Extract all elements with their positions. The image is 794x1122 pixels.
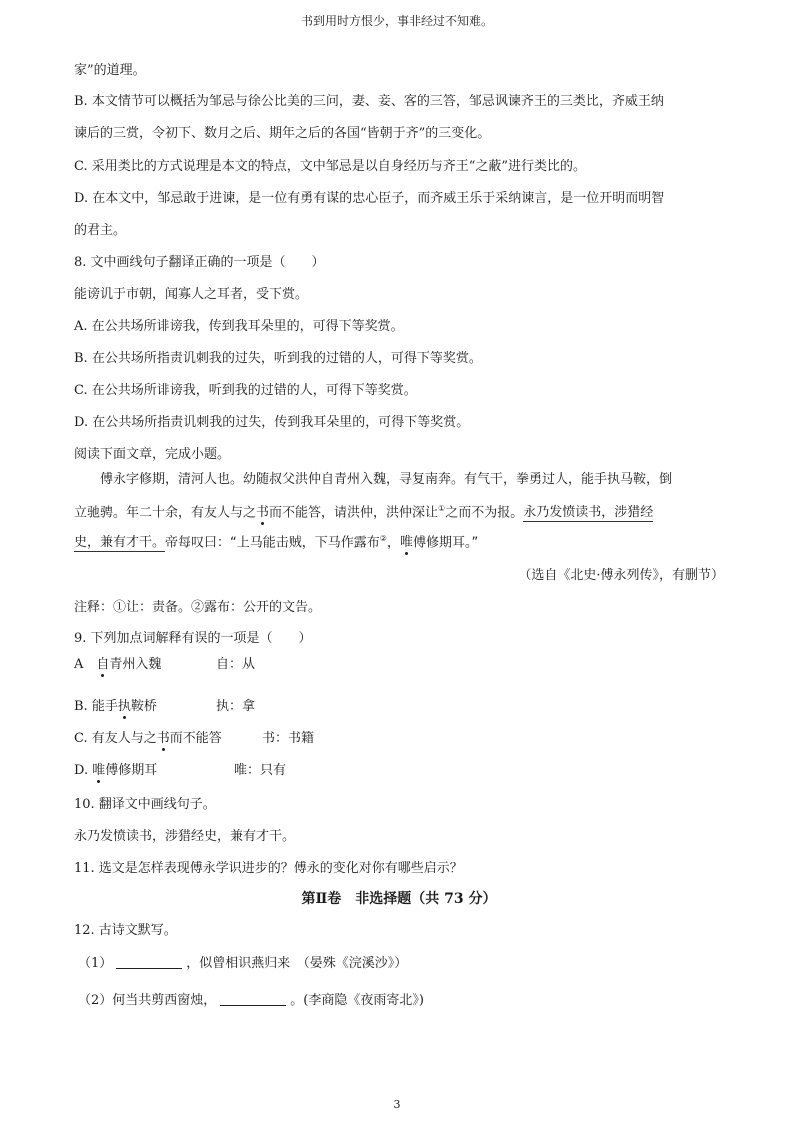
item-text: ，似曾相识燕归来 （晏殊《浣溪沙》） [186,956,408,971]
dotted-char: 书 [156,731,170,746]
q9-option-c-definition: 书：书籍 [262,731,315,746]
passage-text: ， [386,535,400,551]
option-label: D. [74,763,93,778]
passage-line-1: 傅永字修期，清河人也。幼随叔父洪仲自青州入魏，寻复南奔。有气干，拳勇过人，能手执马鞍，倒 [100,472,673,487]
footnote-mark: ② [379,534,387,543]
q12-stem: 12. 古诗文默写。 [74,923,177,938]
passage-text: 帝每叹曰：“上马能击贼，下马作露布 [165,535,380,551]
q9-option-a [74,656,161,674]
q7-option-d-line2: 的君主。 [74,223,127,238]
option-text: 青州入魏 [109,657,162,672]
q12-item-2 [78,992,424,1010]
q9-option-c [74,730,222,748]
item-number: （1） [78,956,113,971]
item-text: 。(李商隐《夜雨寄北》) [290,993,424,1008]
q9-option-a-definition: 自：从 [216,657,256,672]
dotted-char: 执 [117,699,131,714]
section-2-title: 第Ⅱ卷 非选择题（共 73 分） [301,891,497,907]
passage-source: （选自《北史·傅永列传》，有删节） [518,568,724,583]
passage-text: 而不能答，请洪仲，洪仲深让 [269,505,439,521]
underlined-sentence: 史，兼有才干。 [74,535,166,551]
reading-instruction: 阅读下面文章，完成小题。 [74,447,231,462]
fill-blank-1[interactable] [116,956,182,969]
dotted-char: 自 [96,657,110,672]
option-label: B. 能手 [74,699,118,714]
page-number: 3 [393,1098,401,1111]
item-text: （2）何当共剪西窗烛， [78,993,217,1008]
fill-blank-2[interactable] [220,993,286,1006]
passage-text: 立驰骋。年二十余，有友人与之 [74,505,257,521]
q9-option-d [74,762,157,780]
option-text: 而不能答 [169,731,222,746]
q10-stem: 10. 翻译文中画线句子。 [74,797,216,812]
q8-option-d: D. 在公共场所指责讥刺我的过失，传到我耳朵里的，可得下等奖赏。 [74,415,470,430]
underlined-sentence: 永乃发愤读书，涉猎经 [523,505,654,521]
q9-option-b [74,698,157,716]
q8-option-c: C. 在公共场所诽谤我，听到我的过错的人，可得下等奖赏。 [74,383,417,398]
option-text: 鞍桥 [130,699,157,714]
passage-line-2 [74,500,653,522]
q12-item-1 [78,955,407,973]
dotted-char: 唯 [399,535,413,551]
q9-option-b-definition: 执：拿 [216,699,256,714]
q7-tail: 家”的道理。 [74,63,146,78]
q11-stem: 11. 选文是怎样表现傅永学识进步的？傅永的变化对你有哪些启示？ [74,861,463,876]
option-text: 傅修期耳 [105,763,158,778]
q7-option-b-line1: B. 本文情节可以概括为邹忌与徐公比美的三问，妻、妾、客的三答，邹忌讽谏齐王的三类比，齐威王纳 [74,94,664,109]
footnote-mark: ① [438,504,446,513]
page-header-motto: 书到用时方恨少，事非经过不知难。 [300,14,493,28]
q7-option-d-line1: D. 在本文中，邹忌敢于进谏，是一位有勇有谋的忠心臣子，而齐威王乐于采纳谏言，是一位开明而明智 [74,191,665,206]
q9-option-d-definition: 唯：只有 [234,763,287,778]
q8-stem: 8. 文中画线句子翻译正确的一项是（ ） [74,255,325,270]
q8-sentence: 能谤讥于市朝，闻寡人之耳者，受下赏。 [74,287,309,302]
q10-sentence: 永乃发愤读书，涉猎经史，兼有才干。 [74,829,296,844]
q8-option-a: A. 在公共场所诽谤我，传到我耳朵里的，可得下等奖赏。 [74,319,404,334]
dotted-char: 书 [256,505,270,521]
passage-text: 傅修期耳。” [412,535,479,551]
q7-option-b-line2: 谏后的三赏，令初下、数月之后、期年之后的各国“皆朝于齐”的三变化。 [74,126,491,141]
q9-stem: 9. 下列加点词解释有误的一项是（ ） [74,631,312,646]
passage-line-3 [74,530,478,552]
passage-text: 之而不为报。 [445,505,524,521]
option-label: C. 有友人与之 [74,731,157,746]
q8-option-b: B. 在公共场所指责讥刺我的过失，听到我的过错的人，可得下等奖赏。 [74,351,482,366]
q7-option-c: C. 采用类比的方式说理是本文的特点，文中邹忌是以自身经历与齐王“之蔽”进行类比的。 [74,159,587,174]
dotted-char: 唯 [92,763,106,778]
option-label: A [74,657,97,672]
passage-notes: 注释：①让：责备。②露布：公开的文告。 [74,600,322,615]
